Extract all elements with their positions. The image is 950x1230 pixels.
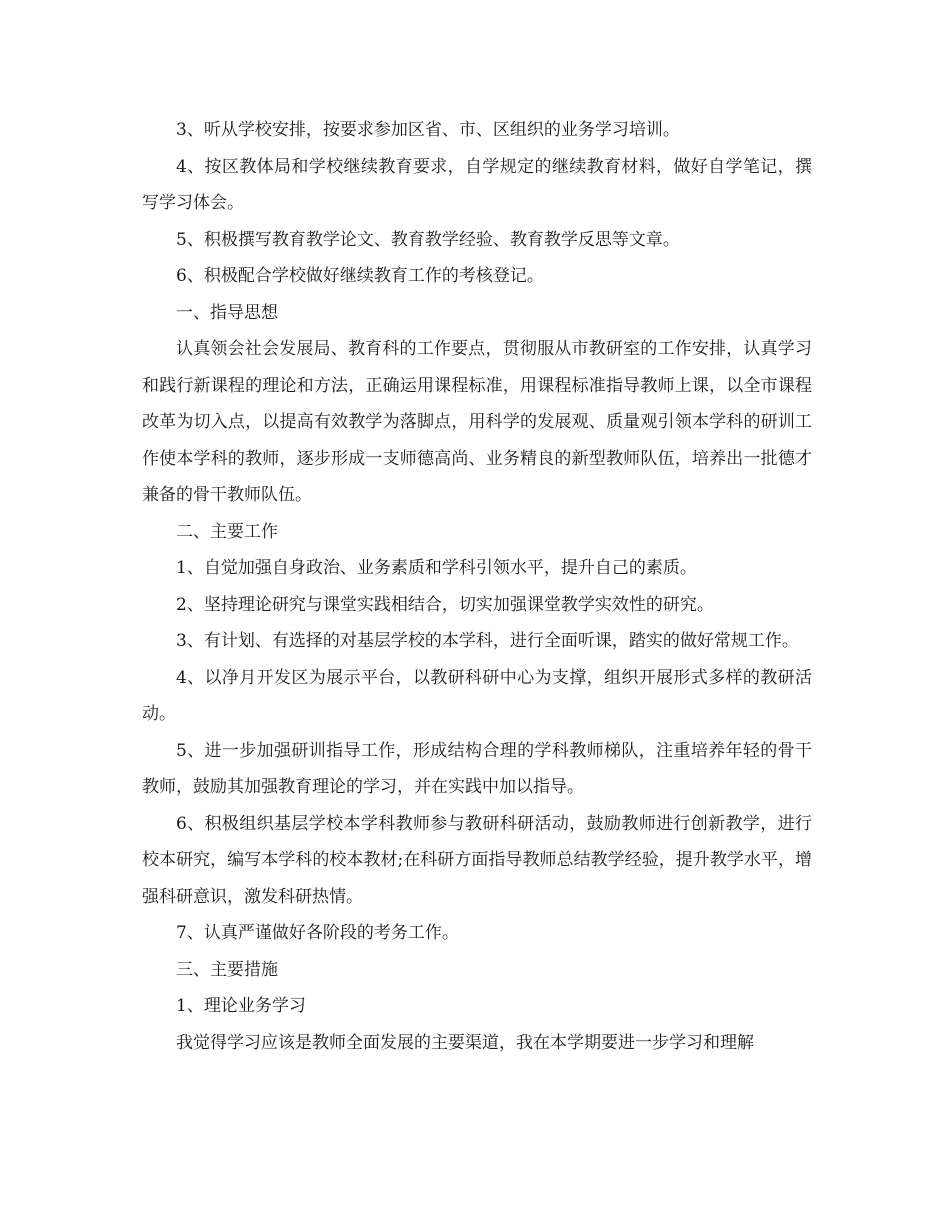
work-item-3: 3、有计划、有选择的对基层学校的本学科，进行全面听课，踏实的做好常规工作。	[176, 631, 799, 651]
section-heading-main-measures: 三、主要措施	[176, 959, 278, 980]
section-heading-main-work: 二、主要工作	[176, 521, 278, 542]
document-body	[142, 112, 812, 1061]
work-item-2: 2、坚持理论研究与课堂实践相结合，切实加强课堂教学实效性的研究。	[176, 594, 714, 615]
section-heading-guiding-ideology: 一、指导思想	[176, 302, 278, 323]
work-item-6: 6、积极组织基层学校本学科教师参与教研科研活动，鼓励教师进行创新教学，进行校本研究，编写本学科的校本教材;在科研方面指导教师总结教学经验，提升教学水平，增强科研意识，激发科研热情。	[142, 813, 812, 907]
work-item-5: 5、进一步加强研训指导工作，形成结构合理的学科教师梯队，注重培养年轻的骨干教师，鼓励其加强教育理论的学习，并在实践中加以指导。	[142, 740, 812, 797]
paragraph-study: 我觉得学习应该是教师全面发展的主要渠道，我在本学期要进一步学习和理解	[176, 1032, 754, 1053]
paragraph-guiding-ideology: 认真领会社会发展局、教育科的工作要点，贯彻服从市教研室的工作安排，认真学习和践行新课程的理论和方法，正确运用课程标准，用课程标准指导教师上课，以全市课程改革为切入点，以提高有效教学为落脚点，用科学的发展观、质量观引领本学科的研训工作使本学科的教师，逐步形成一支师德高尚、业务精良的新型教师队伍，培养出一批德才兼备的骨干教师队伍。	[142, 339, 812, 505]
work-item-7: 7、认真严谨做好各阶段的考务工作。	[176, 923, 459, 943]
work-item-1: 1、自觉加强自身政治、业务素质和学科引领水平，提升自己的素质。	[176, 558, 697, 578]
paragraph-item-6: 6、积极配合学校做好继续教育工作的考核登记。	[176, 266, 544, 286]
paragraph-item-5: 5、积极撰写教育教学论文、教育教学经验、教育教学反思等文章。	[176, 229, 680, 250]
measure-item-1: 1、理论业务学习	[176, 996, 306, 1016]
paragraph-item-4: 4、按区教体局和学校继续教育要求，自学规定的继续教育材料，做好自学笔记，撰写学习体会。	[142, 156, 812, 213]
paragraph-item-3: 3、听从学校安排，按要求参加区省、市、区组织的业务学习培训。	[176, 120, 680, 140]
work-item-4: 4、以净月开发区为展示平台，以教研科研中心为支撑，组织开展形式多样的教研活动。	[142, 667, 812, 724]
